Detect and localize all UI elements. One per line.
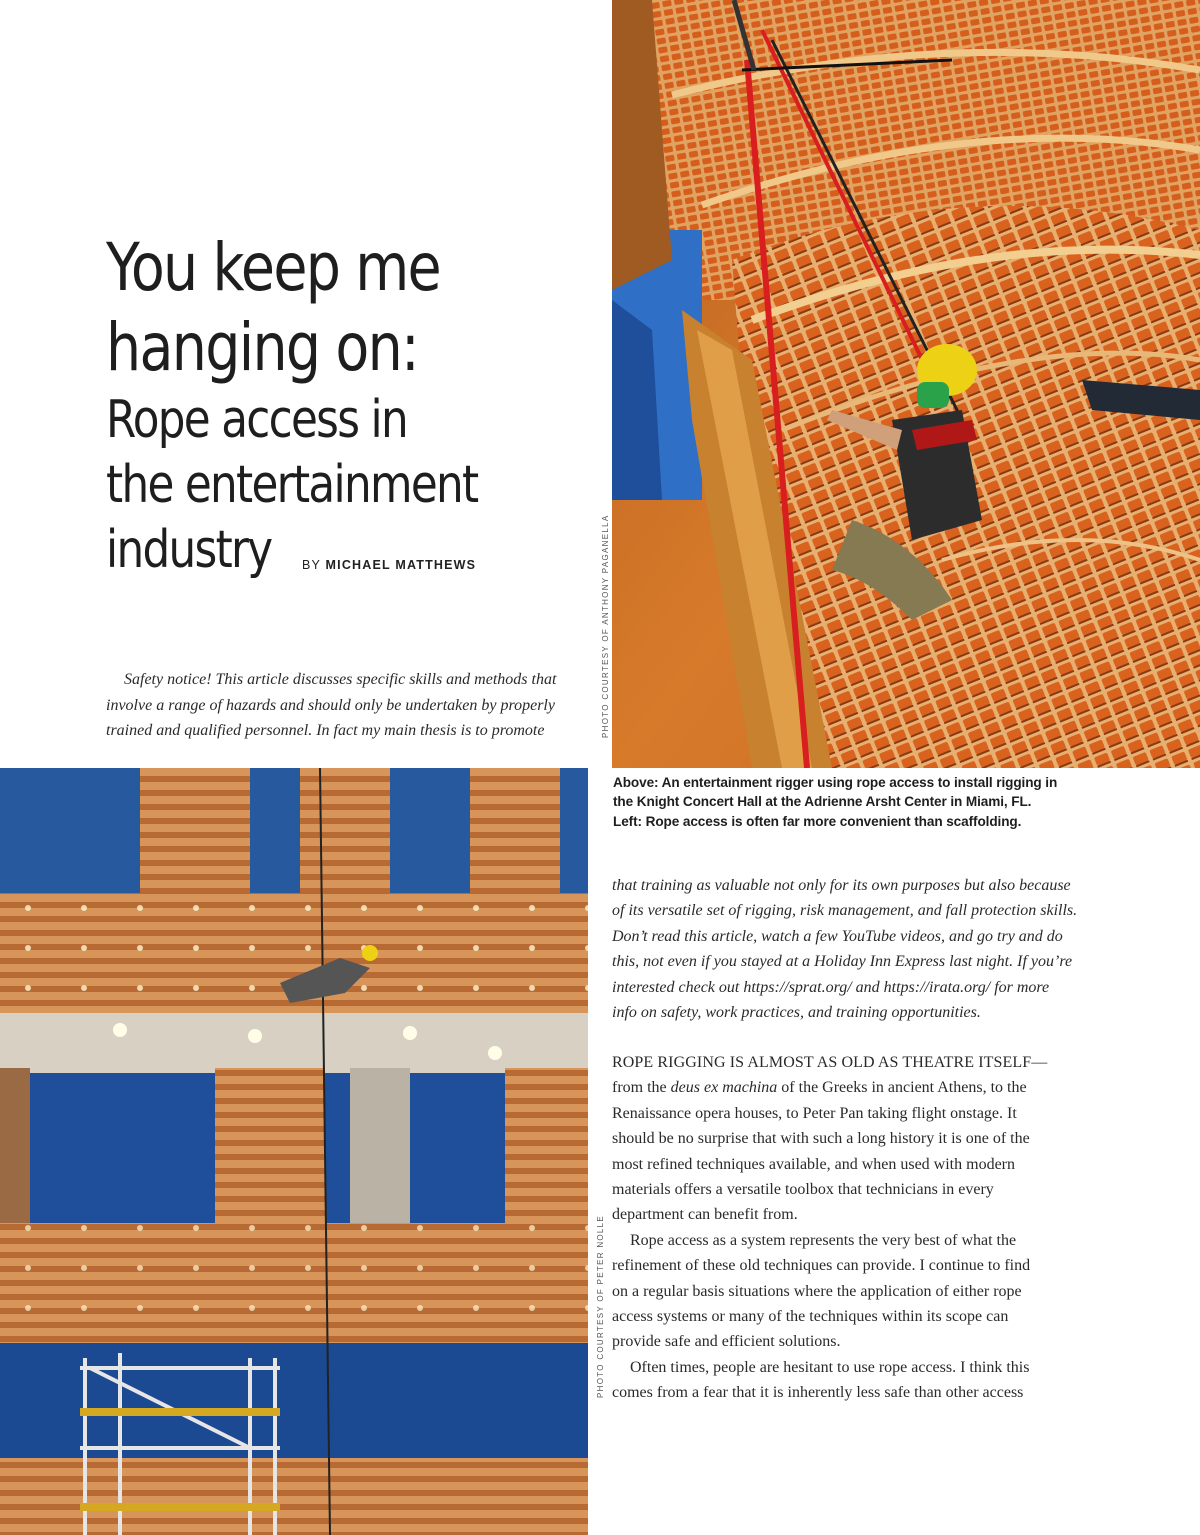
- body-paragraph-2: [612, 1228, 1182, 1355]
- body-text-run: of the Greeks in ancient Athens, to the: [777, 1079, 1027, 1097]
- scaffolding-comparison-photo: [0, 768, 588, 1535]
- caption-line: Left: Rope access is often far more convenient than scaffolding.: [613, 813, 1022, 829]
- title-line-2: hanging on:: [106, 309, 419, 386]
- emphasis-deus-ex-machina: deus ex machina: [670, 1079, 778, 1097]
- subtitle-line-2: the entertainment: [106, 455, 478, 515]
- photo-caption: [613, 773, 1173, 831]
- notice-line: that training as valuable not only for its own purposes but also because: [612, 877, 1071, 894]
- body-line: most refined techniques available, and when used with modern: [612, 1155, 1015, 1173]
- body-paragraph-1: [612, 1050, 1182, 1228]
- notice-line: trained and qualified personnel. In fact my main thesis is to promote: [106, 722, 545, 739]
- body-line: [612, 1075, 1182, 1100]
- title-line-1: You keep me: [106, 229, 440, 306]
- concert-hall-rigger-photo: [612, 0, 1200, 768]
- photo-credit-top: PHOTO COURTESY OF ANTHONY PAGANELLA: [601, 514, 610, 738]
- body-line: should be no surprise that with such a long history it is one of the: [612, 1130, 1030, 1148]
- body-paragraph-3: [612, 1355, 1182, 1406]
- body-line: access systems or many of the techniques within its scope can: [612, 1308, 1009, 1326]
- body-line: Renaissance opera houses, to Peter Pan taking flight onstage. It: [612, 1104, 1017, 1122]
- body-line: comes from a fear that it is inherently less safe than other access: [612, 1384, 1024, 1402]
- lead-in: ROPE RIGGING IS ALMOST AS OLD AS THEATRE ITSELF—: [612, 1054, 1048, 1071]
- subtitle-line-3: industry: [106, 520, 272, 580]
- safety-notice-continued: [612, 873, 1182, 1025]
- notice-line: info on safety, work practices, and training opportunities.: [612, 1004, 981, 1022]
- byline-prefix: BY: [302, 558, 321, 572]
- body-text-run: from the: [612, 1079, 671, 1097]
- body-line: Often times, people are hesitant to use rope access. I think this: [630, 1358, 1030, 1376]
- notice-line: involve a range of hazards and should only be undertaken by properly: [106, 696, 555, 714]
- notice-line: this, not even if you stayed at a Holiday Inn Express last night. If you’re: [612, 953, 1073, 971]
- notice-line: of its versatile set of rigging, risk management, and fall protection skills.: [612, 902, 1078, 920]
- notice-line: Don’t read this article, watch a few YouTube videos, and go try and do: [612, 927, 1063, 945]
- author-name: MICHAEL MATTHEWS: [325, 558, 477, 572]
- article-body: [612, 1050, 1182, 1406]
- body-line: refinement of these old techniques can provide. I continue to find: [612, 1257, 1031, 1275]
- body-line: on a regular basis situations where the application of either rope: [612, 1282, 1022, 1300]
- subtitle-line-1: Rope access in: [106, 390, 407, 450]
- photo-credit-bottom: PHOTO COURTESY OF PETER NOLLE: [596, 1214, 605, 1398]
- caption-line: the Knight Concert Hall at the Adrienne Arsht Center in Miami, FL.: [613, 794, 1032, 810]
- body-line: department can benefit from.: [612, 1206, 798, 1224]
- notice-line: Safety notice! This article discusses specific skills and methods that: [124, 671, 557, 688]
- caption-line: Above: An entertainment rigger using rope access to install rigging in: [613, 775, 1058, 790]
- byline: [302, 558, 476, 572]
- body-line: materials offers a versatile toolbox that technicians in every: [612, 1181, 994, 1199]
- safety-notice: [106, 667, 586, 744]
- body-line: provide safe and efficient solutions.: [612, 1333, 841, 1351]
- article-title: [106, 228, 509, 583]
- body-line: Rope access as a system represents the very best of what the: [630, 1231, 1017, 1249]
- notice-line: interested check out https://sprat.org/ and https://irata.org/ for more: [612, 978, 1050, 996]
